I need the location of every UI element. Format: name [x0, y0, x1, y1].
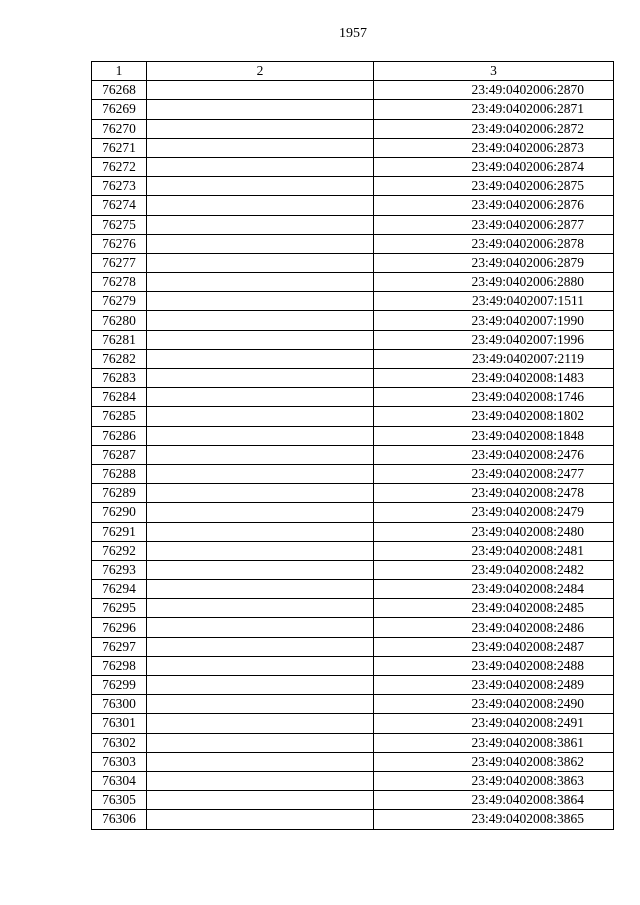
empty-column-cell [147, 253, 374, 272]
row-number-cell: 76269 [92, 100, 147, 119]
empty-column-cell [147, 369, 374, 388]
empty-column-cell [147, 81, 374, 100]
cadastral-number-cell: 23:49:0402006:2880 [374, 273, 614, 292]
cadastral-number-cell: 23:49:0402008:2485 [374, 599, 614, 618]
empty-column-cell [147, 196, 374, 215]
table-row [92, 656, 614, 675]
empty-column-cell [147, 714, 374, 733]
row-number-cell: 76280 [92, 311, 147, 330]
table-row [92, 157, 614, 176]
row-number-cell: 76288 [92, 464, 147, 483]
table-row [92, 330, 614, 349]
table-row [92, 752, 614, 771]
cadastral-number-cell: 23:49:0402007:1996 [374, 330, 614, 349]
row-number-cell: 76289 [92, 484, 147, 503]
empty-column-cell [147, 234, 374, 253]
row-number-cell: 76299 [92, 676, 147, 695]
cadastral-number-cell: 23:49:0402008:2482 [374, 560, 614, 579]
row-number-cell: 76292 [92, 541, 147, 560]
empty-column-cell [147, 560, 374, 579]
row-number-cell: 76277 [92, 253, 147, 272]
row-number-cell: 76291 [92, 522, 147, 541]
empty-column-cell [147, 215, 374, 234]
empty-column-cell [147, 426, 374, 445]
empty-column-cell [147, 292, 374, 311]
row-number-cell: 76305 [92, 791, 147, 810]
cadastral-number-cell: 23:49:0402006:2872 [374, 119, 614, 138]
empty-column-cell [147, 100, 374, 119]
empty-column-cell [147, 618, 374, 637]
cadastral-number-cell: 23:49:0402008:2480 [374, 522, 614, 541]
table-row [92, 637, 614, 656]
row-number-cell: 76290 [92, 503, 147, 522]
table-row [92, 580, 614, 599]
cadastral-number-cell: 23:49:0402008:3861 [374, 733, 614, 752]
row-number-cell: 76301 [92, 714, 147, 733]
table-body [92, 81, 614, 829]
row-number-cell: 76295 [92, 599, 147, 618]
cadastral-number-cell: 23:49:0402008:2488 [374, 656, 614, 675]
table-row [92, 349, 614, 368]
table-row [92, 791, 614, 810]
empty-column-cell [147, 119, 374, 138]
cadastral-number-cell: 23:49:0402008:2481 [374, 541, 614, 560]
empty-column-cell [147, 503, 374, 522]
row-number-cell: 76273 [92, 177, 147, 196]
empty-column-cell [147, 695, 374, 714]
table-row [92, 771, 614, 790]
row-number-cell: 76279 [92, 292, 147, 311]
cadastral-number-cell: 23:49:0402008:2489 [374, 676, 614, 695]
row-number-cell: 76297 [92, 637, 147, 656]
cadastral-number-cell: 23:49:0402006:2873 [374, 138, 614, 157]
table-row [92, 695, 614, 714]
row-number-cell: 76274 [92, 196, 147, 215]
row-number-cell: 76286 [92, 426, 147, 445]
row-number-cell: 76283 [92, 369, 147, 388]
row-number-cell: 76296 [92, 618, 147, 637]
column-header-3: 3 [374, 62, 614, 81]
empty-column-cell [147, 733, 374, 752]
table-row [92, 407, 614, 426]
empty-column-cell [147, 464, 374, 483]
cadastral-number-cell: 23:49:0402008:3862 [374, 752, 614, 771]
table-row [92, 369, 614, 388]
empty-column-cell [147, 138, 374, 157]
page-number: 1957 [339, 26, 367, 41]
table-row [92, 618, 614, 637]
cadastral-number-cell: 23:49:0402006:2877 [374, 215, 614, 234]
row-number-cell: 76287 [92, 445, 147, 464]
row-number-cell: 76282 [92, 349, 147, 368]
column-header-2: 2 [147, 62, 374, 81]
table-row [92, 464, 614, 483]
cadastral-number-cell: 23:49:0402007:2119 [374, 349, 614, 368]
empty-column-cell [147, 407, 374, 426]
cadastral-number-cell: 23:49:0402008:2484 [374, 580, 614, 599]
table-row [92, 311, 614, 330]
table-row [92, 234, 614, 253]
empty-column-cell [147, 311, 374, 330]
empty-column-cell [147, 771, 374, 790]
empty-column-cell [147, 445, 374, 464]
table-row [92, 177, 614, 196]
cadastral-number-cell: 23:49:0402006:2871 [374, 100, 614, 119]
empty-column-cell [147, 599, 374, 618]
column-header-1: 1 [92, 62, 147, 81]
cadastral-number-cell: 23:49:0402008:2487 [374, 637, 614, 656]
cadastral-number-cell: 23:49:0402008:2479 [374, 503, 614, 522]
table-row [92, 560, 614, 579]
cadastral-number-cell: 23:49:0402006:2879 [374, 253, 614, 272]
empty-column-cell [147, 541, 374, 560]
table-row [92, 599, 614, 618]
row-number-cell: 76298 [92, 656, 147, 675]
table-row [92, 484, 614, 503]
cadastral-number-cell: 23:49:0402008:2491 [374, 714, 614, 733]
empty-column-cell [147, 157, 374, 176]
row-number-cell: 76306 [92, 810, 147, 829]
empty-column-cell [147, 752, 374, 771]
table-row [92, 733, 614, 752]
empty-column-cell [147, 810, 374, 829]
table-row [92, 541, 614, 560]
table-row [92, 81, 614, 100]
table-row [92, 388, 614, 407]
cadastral-number-cell: 23:49:0402006:2876 [374, 196, 614, 215]
row-number-cell: 76302 [92, 733, 147, 752]
registry-table [91, 61, 614, 830]
row-number-cell: 76300 [92, 695, 147, 714]
row-number-cell: 76272 [92, 157, 147, 176]
table-header [92, 62, 614, 81]
empty-column-cell [147, 580, 374, 599]
cadastral-number-cell: 23:49:0402006:2878 [374, 234, 614, 253]
cadastral-number-cell: 23:49:0402006:2875 [374, 177, 614, 196]
empty-column-cell [147, 177, 374, 196]
empty-column-cell [147, 273, 374, 292]
row-number-cell: 76284 [92, 388, 147, 407]
cadastral-number-cell: 23:49:0402008:1802 [374, 407, 614, 426]
table-row [92, 292, 614, 311]
table-row [92, 119, 614, 138]
table-row [92, 676, 614, 695]
empty-column-cell [147, 484, 374, 503]
empty-column-cell [147, 676, 374, 695]
empty-column-cell [147, 349, 374, 368]
row-number-cell: 76271 [92, 138, 147, 157]
empty-column-cell [147, 388, 374, 407]
table-row [92, 138, 614, 157]
cadastral-number-cell: 23:49:0402008:3865 [374, 810, 614, 829]
cadastral-number-cell: 23:49:0402008:2476 [374, 445, 614, 464]
cadastral-number-cell: 23:49:0402008:2486 [374, 618, 614, 637]
row-number-cell: 76268 [92, 81, 147, 100]
table-row [92, 522, 614, 541]
cadastral-number-cell: 23:49:0402008:1746 [374, 388, 614, 407]
row-number-cell: 76270 [92, 119, 147, 138]
empty-column-cell [147, 656, 374, 675]
row-number-cell: 76304 [92, 771, 147, 790]
table-row [92, 426, 614, 445]
row-number-cell: 76278 [92, 273, 147, 292]
cadastral-number-cell: 23:49:0402008:1483 [374, 369, 614, 388]
row-number-cell: 76275 [92, 215, 147, 234]
table-row [92, 215, 614, 234]
cadastral-number-cell: 23:49:0402008:2477 [374, 464, 614, 483]
table-row [92, 100, 614, 119]
cadastral-number-cell: 23:49:0402006:2874 [374, 157, 614, 176]
table-row [92, 714, 614, 733]
cadastral-number-cell: 23:49:0402006:2870 [374, 81, 614, 100]
cadastral-number-cell: 23:49:0402008:2490 [374, 695, 614, 714]
cadastral-number-cell: 23:49:0402008:3864 [374, 791, 614, 810]
cadastral-number-cell: 23:49:0402008:2478 [374, 484, 614, 503]
row-number-cell: 76276 [92, 234, 147, 253]
cadastral-number-cell: 23:49:0402008:3863 [374, 771, 614, 790]
table-row [92, 253, 614, 272]
header-row [92, 62, 614, 81]
table-row [92, 810, 614, 829]
empty-column-cell [147, 522, 374, 541]
row-number-cell: 76294 [92, 580, 147, 599]
row-number-cell: 76281 [92, 330, 147, 349]
row-number-cell: 76285 [92, 407, 147, 426]
row-number-cell: 76293 [92, 560, 147, 579]
cadastral-number-cell: 23:49:0402008:1848 [374, 426, 614, 445]
table-row [92, 273, 614, 292]
cadastral-number-cell: 23:49:0402007:1511 [374, 292, 614, 311]
cadastral-number-cell: 23:49:0402007:1990 [374, 311, 614, 330]
row-number-cell: 76303 [92, 752, 147, 771]
empty-column-cell [147, 330, 374, 349]
empty-column-cell [147, 637, 374, 656]
table-row [92, 503, 614, 522]
table-row [92, 196, 614, 215]
table-row [92, 445, 614, 464]
empty-column-cell [147, 791, 374, 810]
